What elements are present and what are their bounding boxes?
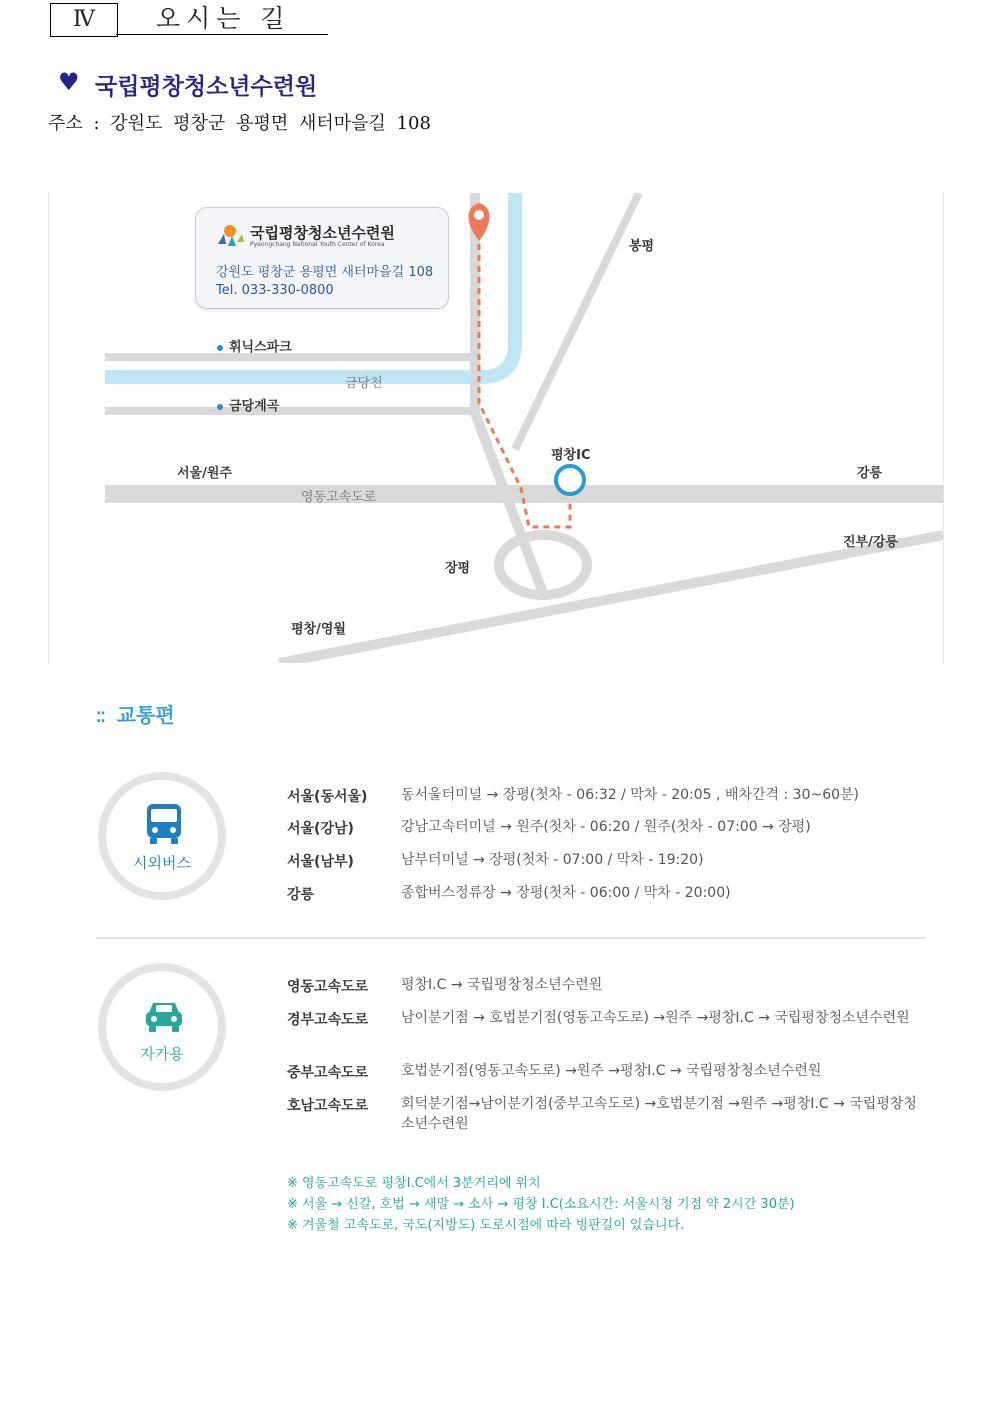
car-route-key: 중부고속도로 [287,1065,369,1081]
note: ※ 영동고속도로 평창I.C에서 3분거리에 위치 [287,1176,541,1191]
road-yeongwol [279,535,943,663]
map-drawing [49,193,943,663]
place-seoul-wonju: 서울/원주 [177,466,232,481]
heart-icon: ♥ [58,68,80,96]
transport-title: ⁚⁚ 교통편 [96,703,175,727]
road-south [105,407,475,415]
bus-route-value: 강남고속터미널 → 원주(첫차 - 06:20 / 원주(첫차 - 07:00 → 장평) [401,819,811,835]
car-route-value: 호법분기점(영동고속도로) →원주 →평창I.C → 국립평창청소년수련원 [401,1063,822,1079]
infobox-name: 국립평창청소년수련원 [250,224,395,242]
infobox-subtitle: Pyeongchang National Youth Center of Korea [250,241,385,248]
map-infobox [195,207,449,309]
car-route-key: 영동고속도로 [287,979,369,995]
car-label: 자가용 [140,1045,184,1063]
place-phoenix: 휘닉스파크 [217,336,292,355]
divider [96,937,926,939]
car-icon [144,993,184,1037]
car-route-value: 회덕분기점→남이분기점(중부고속도로) →호법분기점 →원주 →평창I.C → 국립평창청소년수련원 [401,1096,917,1132]
place-jangpyeong: 장평 [445,561,471,576]
infobox-address: 강원도 평창군 용평면 새터마을길 108 [216,265,434,280]
label-geumdang-stream: 금당천 [345,376,383,391]
car-route-value: 남이분기점 → 호법분기점(영동고속도로) →원주 →평창I.C → 국립평창청소년수련원 [401,1010,910,1026]
place-geumdang-valley: 금당계곡 [217,395,279,414]
dots-icon: ⁚⁚ [96,710,105,726]
ic-marker-icon [556,466,584,494]
car-route-key: 경부고속도로 [287,1012,369,1028]
road-bongpyeong [515,193,639,449]
bus-route-key: 서울(강남) [287,821,354,837]
bus-route-key: 강릉 [287,887,315,903]
place-pyeongchang-yeongwol: 평창/영월 [291,622,346,637]
car-route-value: 평창I.C → 국립평창청소년수련원 [401,977,603,993]
infobox-tel: Tel. 033-330-0800 [216,283,334,298]
bus-label: 시외버스 [133,854,191,872]
note: ※ 겨울철 고속도로, 국도(지방도) 도로시점에 따라 빙판길이 있습니다. [287,1218,685,1233]
place-dot-icon [217,404,223,410]
bus-route-value: 종합버스정류장 → 장평(첫차 - 06:00 / 막차 - 20:00) [401,885,731,901]
location-map [48,193,944,663]
bus-icon [144,802,184,846]
bus-route-value: 동서울터미널 → 장평(첫차 - 06:32 / 막차 - 20:05 , 배차간격 : 30~60분) [401,787,860,803]
car-route-key: 호남고속도로 [287,1098,369,1114]
car-badge [98,963,226,1091]
label-yeongdong-expressway: 영동고속도로 [301,490,377,505]
section-number: Ⅳ [50,3,118,37]
section-title: 오시는 길 [116,3,328,35]
bus-badge [98,772,226,900]
place-gangneung: 강릉 [857,466,883,481]
note: ※ 서울 → 신갈, 호법 → 새말 → 소사 → 평창 I.C(소요시간: 서울시청 기점 약 2시간 30분) [287,1197,795,1212]
bus-route-value: 남부터미널 → 장평(첫차 - 07:00 / 막차 - 19:20) [401,852,704,868]
bus-route-key: 서울(동서울) [287,789,368,805]
bus-route-key: 서울(남부) [287,854,354,870]
place-bongpyeong: 봉평 [629,239,655,254]
place-pyeongchang-ic: 평창IC [551,448,591,463]
place-dot-icon [217,345,223,351]
facility-name: 국립평창청소년수련원 [95,73,318,100]
place-jinbu-gangneung: 진부/강릉 [843,535,898,550]
facility-address: 주소 : 강원도 평창군 용평면 새터마을길 108 [48,113,431,134]
logo-icon [212,222,246,248]
